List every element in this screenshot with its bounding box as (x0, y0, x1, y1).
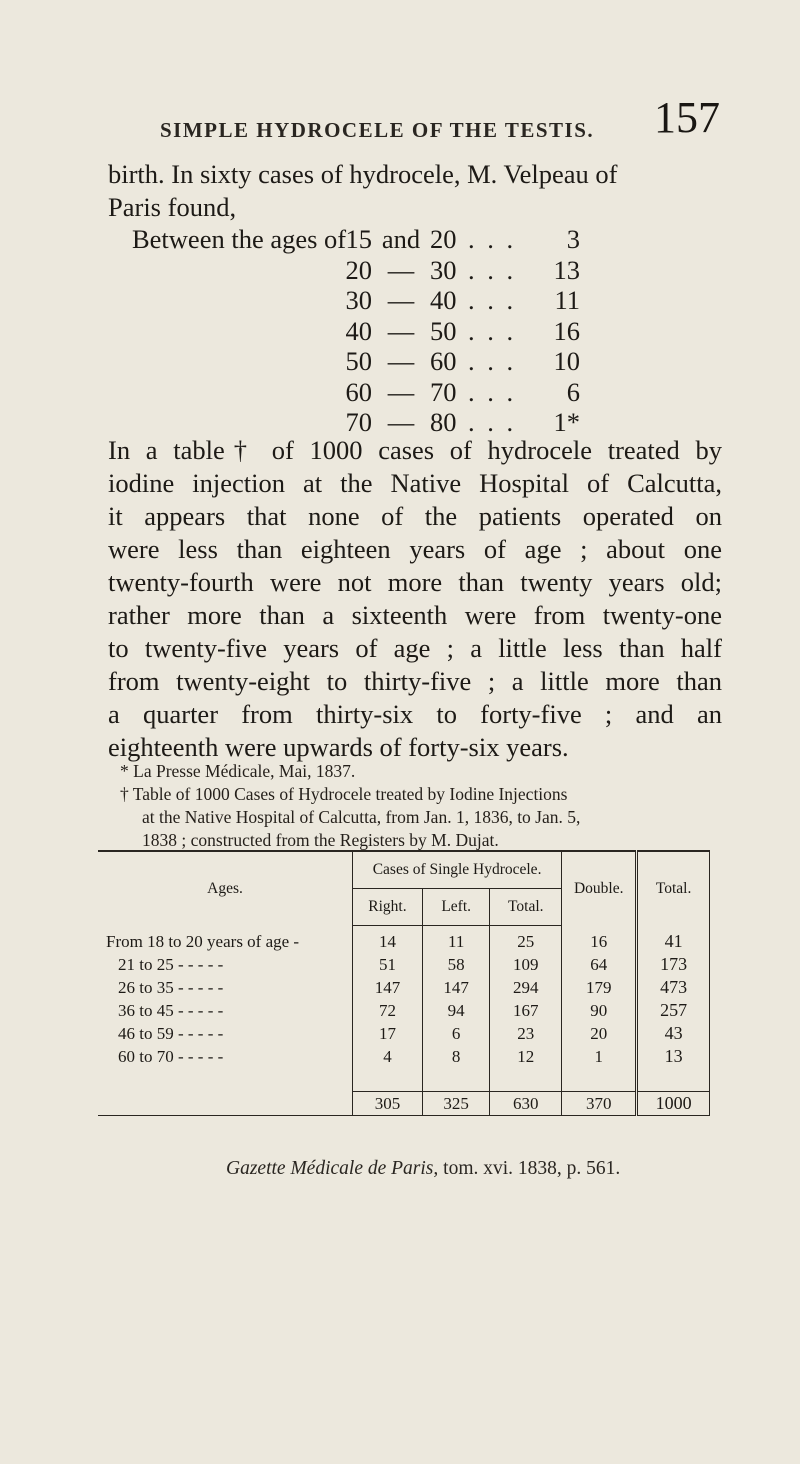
cell-single-total: 294 (490, 976, 562, 999)
case-count: 13 (553, 254, 580, 285)
age-dash: — (387, 254, 415, 285)
running-title: SIMPLE HYDROCELE OF THE TESTIS. (160, 118, 595, 142)
cell-left: 11 (422, 926, 490, 954)
cell-single-total: 167 (490, 999, 562, 1022)
age-row (132, 377, 652, 408)
cell-grand-total: 13 (637, 1045, 710, 1068)
paragraph-line: In a table† of 1000 cases of hydrocele treated by (108, 435, 722, 465)
total-left: 325 (422, 1092, 490, 1116)
age-from: 30 (345, 285, 372, 315)
cell-age: 46 to 59 - - - - - (98, 1022, 353, 1045)
age-dash: — (387, 285, 415, 315)
cell-single-total: 23 (490, 1022, 562, 1045)
total-grand: 1000 (637, 1092, 710, 1116)
age-to: 30 (430, 254, 457, 285)
col-header-single-total: Total. (490, 889, 562, 926)
paragraph-line: to twenty-five years of age ; a little less than half (108, 633, 722, 663)
paragraph-line: it appears that none of the patients operated on (108, 501, 722, 531)
cell-right: 51 (353, 953, 423, 976)
cell-double: 16 (562, 926, 637, 954)
age-dash: — (387, 346, 415, 376)
age-to: 20 (430, 224, 457, 254)
cell-right: 147 (353, 976, 423, 999)
cell-age: 26 to 35 - - - - - (98, 976, 353, 999)
age-row (132, 316, 652, 347)
age-dash: — (387, 376, 415, 407)
cell-left: 94 (422, 999, 490, 1022)
cell-single-total: 109 (490, 953, 562, 976)
cell-double: 1 (562, 1045, 637, 1068)
paragraph-line: rather more than a sixteenth were from twenty-one (108, 600, 722, 630)
cell-double: 64 (562, 953, 637, 976)
total-right: 305 (353, 1092, 423, 1116)
cell-age: 21 to 25 - - - - - (98, 953, 353, 976)
paragraph-line: were less than eighteen years of age ; about one (108, 534, 722, 564)
col-header-grand-total: Total. (637, 851, 710, 926)
cell-left: 58 (422, 953, 490, 976)
age-from: 50 (345, 346, 372, 376)
paragraph-line: iodine injection at the Native Hospital of Calcutta, (108, 468, 722, 498)
leader-dots: . . . (468, 315, 517, 346)
age-to: 80 (430, 407, 457, 437)
cell-grand-total: 473 (637, 976, 710, 999)
paragraph-line: from twenty-eight to thirty-five ; a little more than (108, 666, 722, 696)
col-header-left: Left. (422, 889, 490, 926)
cell-single-total: 25 (490, 926, 562, 954)
age-from: 40 (345, 315, 372, 346)
total-double: 370 (562, 1092, 637, 1116)
cell-right: 4 (353, 1045, 423, 1068)
age-row (132, 224, 652, 255)
age-row-lead: Between the ages of (132, 224, 347, 254)
cell-double: 179 (562, 976, 637, 999)
cell-grand-total: 173 (637, 953, 710, 976)
paragraph-line: a quarter from thirty-six to forty-five ; and an (108, 699, 722, 729)
age-to: 40 (430, 285, 457, 315)
footnotes (120, 760, 720, 852)
cell-right: 14 (353, 926, 423, 954)
age-from: 20 (345, 254, 372, 285)
leader-dots: . . . (468, 407, 517, 437)
age-row (132, 255, 652, 286)
age-row (132, 407, 652, 438)
paragraph-line: twenty-fourth were not more than twenty years old; (108, 567, 722, 597)
page-number: 157 (654, 93, 720, 142)
col-header-single: Cases of Single Hydrocele. (353, 851, 562, 889)
case-count: 6 (566, 376, 580, 407)
age-connector: and (381, 224, 421, 254)
age-row (132, 346, 652, 377)
paragraph-line: eighteenth were upwards of forty-six years. (108, 732, 569, 762)
col-header-double: Double. (562, 851, 637, 926)
table-row (98, 999, 710, 1022)
leader-dots: . . . (468, 254, 517, 285)
paragraph-calcutta (108, 434, 722, 764)
col-header-right: Right. (353, 889, 423, 926)
case-count: 16 (553, 315, 580, 346)
table-source (226, 1158, 620, 1180)
source-citation: tom. xvi. 1838, p. 561. (443, 1158, 621, 1179)
cell-grand-total: 41 (637, 926, 710, 954)
cell-double: 20 (562, 1022, 637, 1045)
ages-list (132, 224, 652, 438)
paragraph-line: Paris found, (108, 192, 237, 222)
footnote-presse: * La Presse Médicale, Mai, 1837. (120, 761, 356, 781)
footnote-table-source-cont: 1838 ; constructed from the Registers by M. Dujat. (142, 830, 499, 850)
paragraph-velpeau (108, 158, 722, 224)
cell-age: 36 to 45 - - - - - (98, 999, 353, 1022)
cell-single-total: 12 (490, 1045, 562, 1068)
paragraph-line: birth. In sixty cases of hydrocele, M. Velpeau of (108, 159, 618, 189)
age-to: 50 (430, 315, 457, 346)
running-head (160, 92, 720, 152)
age-dash: — (387, 407, 415, 437)
col-header-ages: Ages. (98, 851, 353, 926)
cell-left: 8 (422, 1045, 490, 1068)
footnote-table-source: † Table of 1000 Cases of Hydrocele treated by Iodine Injections (120, 784, 568, 804)
total-single: 630 (490, 1092, 562, 1116)
cell-grand-total: 257 (637, 999, 710, 1022)
cell-left: 6 (422, 1022, 490, 1045)
case-count: 10 (553, 346, 580, 376)
cell-right: 72 (353, 999, 423, 1022)
age-from: 60 (345, 376, 372, 407)
cell-double: 90 (562, 999, 637, 1022)
cell-right: 17 (353, 1022, 423, 1045)
cell-age: From 18 to 20 years of age - (98, 926, 353, 954)
age-to: 70 (430, 376, 457, 407)
leader-dots: . . . (468, 346, 517, 376)
cell-grand-total: 43 (637, 1022, 710, 1045)
table-row (98, 953, 710, 976)
table-row (98, 1045, 710, 1068)
table-row (98, 926, 710, 954)
source-journal: Gazette Médicale de Paris, (226, 1158, 439, 1179)
table-totals-row (98, 1092, 710, 1116)
age-dash: — (387, 315, 415, 346)
leader-dots: . . . (468, 376, 517, 407)
case-count: 3 (566, 224, 580, 254)
age-row (132, 285, 652, 316)
cell-age: 60 to 70 - - - - - (98, 1045, 353, 1068)
cell-left: 147 (422, 976, 490, 999)
hydrocele-table (98, 850, 710, 1116)
age-from: 15 (345, 224, 372, 254)
leader-dots: . . . (468, 285, 517, 315)
table-row (98, 1022, 710, 1045)
table-row (98, 976, 710, 999)
case-count: 1* (553, 407, 580, 437)
case-count: 11 (554, 285, 580, 315)
age-from: 70 (345, 407, 372, 437)
table-spacer-row (98, 1068, 710, 1092)
age-to: 60 (430, 346, 457, 376)
footnote-table-source-cont: at the Native Hospital of Calcutta, from Jan. 1, 1836, to Jan. 5, (142, 807, 581, 827)
leader-dots: . . . (468, 224, 517, 254)
